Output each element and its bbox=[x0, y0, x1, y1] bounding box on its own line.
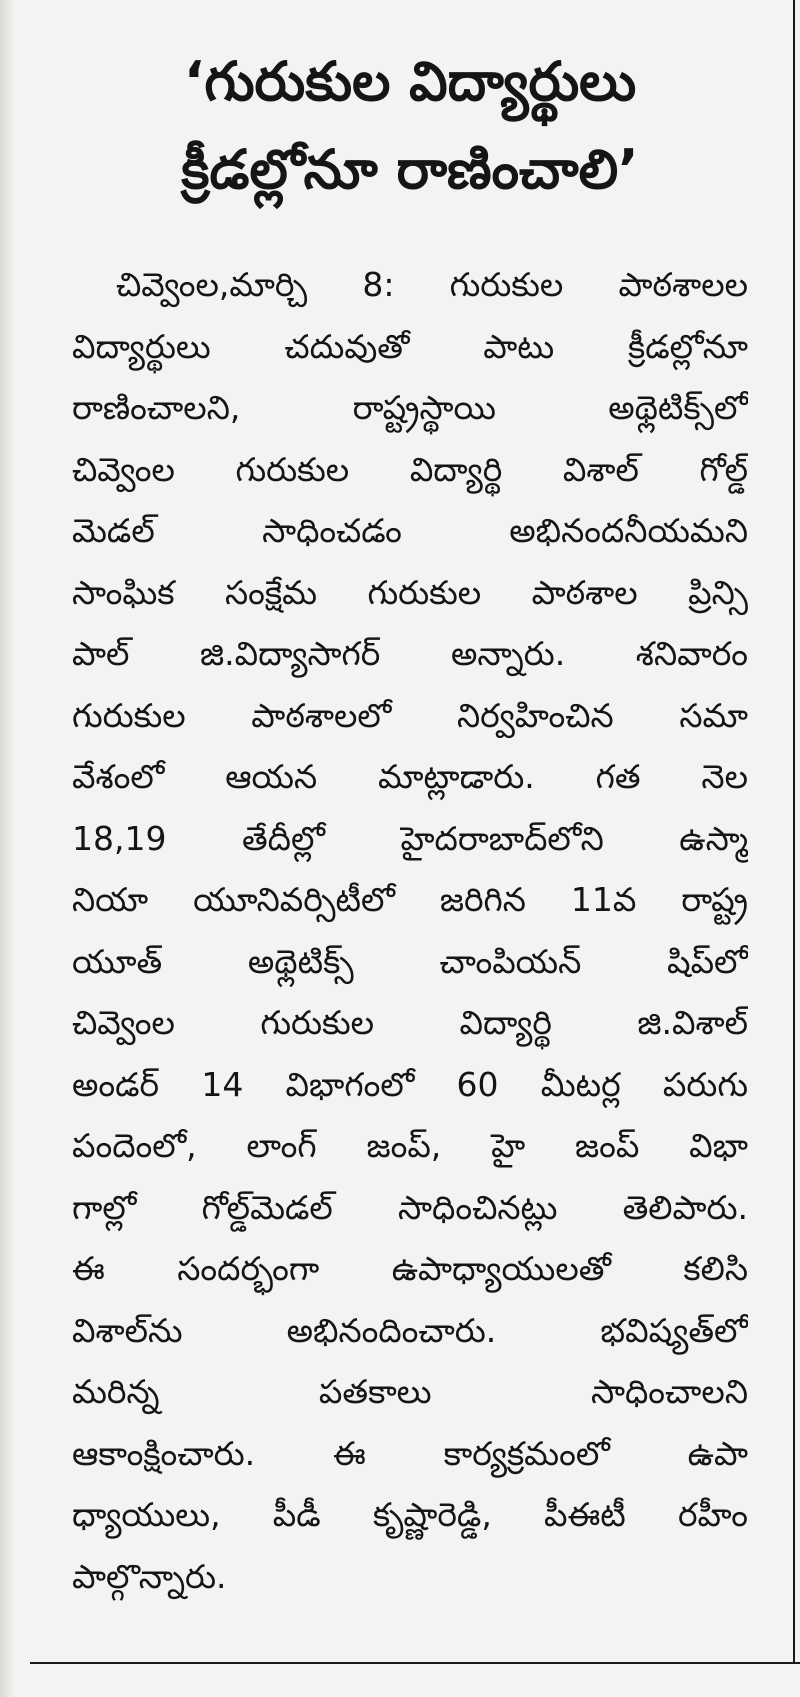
body-line: ఈ సందర్భంగా ఉపాధ్యాయులతో కలిసి bbox=[72, 1249, 748, 1288]
body-line: చివ్వెంల గురుకుల విద్యార్థి విశాల్ గోల్డ్ bbox=[72, 449, 748, 489]
body-line: పాల్గొన్నారు. bbox=[72, 1556, 227, 1596]
body-line: గురుకుల పాఠశాలలో నిర్వహించిన సమా bbox=[72, 695, 748, 735]
body-line: సాంఘిక సంక్షేమ గురుకుల పాఠశాల ప్రిన్సి bbox=[72, 572, 748, 612]
body-line: గాల్లో గోల్డ్‌మెడల్ సాధించినట్లు తెలిపారు. bbox=[72, 1187, 748, 1227]
body-line: పందెంలో, లాంగ్ జంప్, హై జంప్ విభా bbox=[72, 1126, 748, 1165]
body-line: మెడల్ సాధించడం అభినందనీయమని bbox=[72, 511, 748, 550]
column-rule-horizontal bbox=[30, 1662, 800, 1664]
body-line: రాణించాలని, రాష్ట్రస్థాయి అథ్లెటిక్స్‌లో bbox=[72, 388, 748, 427]
body-line: విశాల్‌ను అభినందించారు. భవిష్యత్‌లో bbox=[72, 1310, 748, 1350]
body-line: పాల్ జి.విద్యాసాగర్ అన్నారు. శనివారం bbox=[72, 634, 748, 673]
article-body bbox=[72, 254, 748, 1607]
body-line: నియా యూనివర్సిటీలో జరిగిన 11వ రాష్ట్ర bbox=[72, 880, 748, 919]
body-line: చివ్వెంల గురుకుల విద్యార్థి జి.విశాల్ bbox=[72, 1003, 748, 1042]
body-line: యూత్ అథ్లెటిక్స్ చాంపియన్ షిప్‌లో bbox=[72, 941, 748, 981]
headline-line-1: ‘గురుకుల విద్యార్థులు bbox=[183, 50, 637, 113]
body-line: ధ్యాయులు, పీడీ కృష్ణారెడ్డి, పీఈటీ రహీం bbox=[72, 1495, 748, 1534]
body-line: అండర్ 14 విభాగంలో 60 మీటర్ల పరుగు bbox=[72, 1064, 748, 1104]
body-line: విద్యార్థులు చదువుతో పాటు క్రీడల్లోనూ bbox=[72, 326, 748, 366]
page-left-edge bbox=[0, 0, 14, 1697]
body-line: ఆకాంక్షించారు. ఈ కార్యక్రమంలో ఉపా bbox=[72, 1433, 748, 1473]
headline-line-2: క్రీడల్లోనూ రాణించాలి’ bbox=[181, 138, 639, 201]
article-headline bbox=[72, 38, 748, 214]
column-rule-vertical bbox=[793, 0, 795, 1662]
news-article bbox=[72, 38, 748, 1607]
body-line: వేశంలో ఆయన మాట్లాడారు. గత నెల bbox=[72, 757, 748, 796]
body-line: చివ్వెంల,మార్చి 8: గురుకుల పాఠశాలల bbox=[116, 265, 748, 304]
body-line: 18,19 తేదీల్లో హైదరాబాద్‌లోని ఉస్మా bbox=[72, 818, 748, 858]
body-line: మరిన్న పతకాలు సాధించాలని bbox=[72, 1372, 748, 1411]
